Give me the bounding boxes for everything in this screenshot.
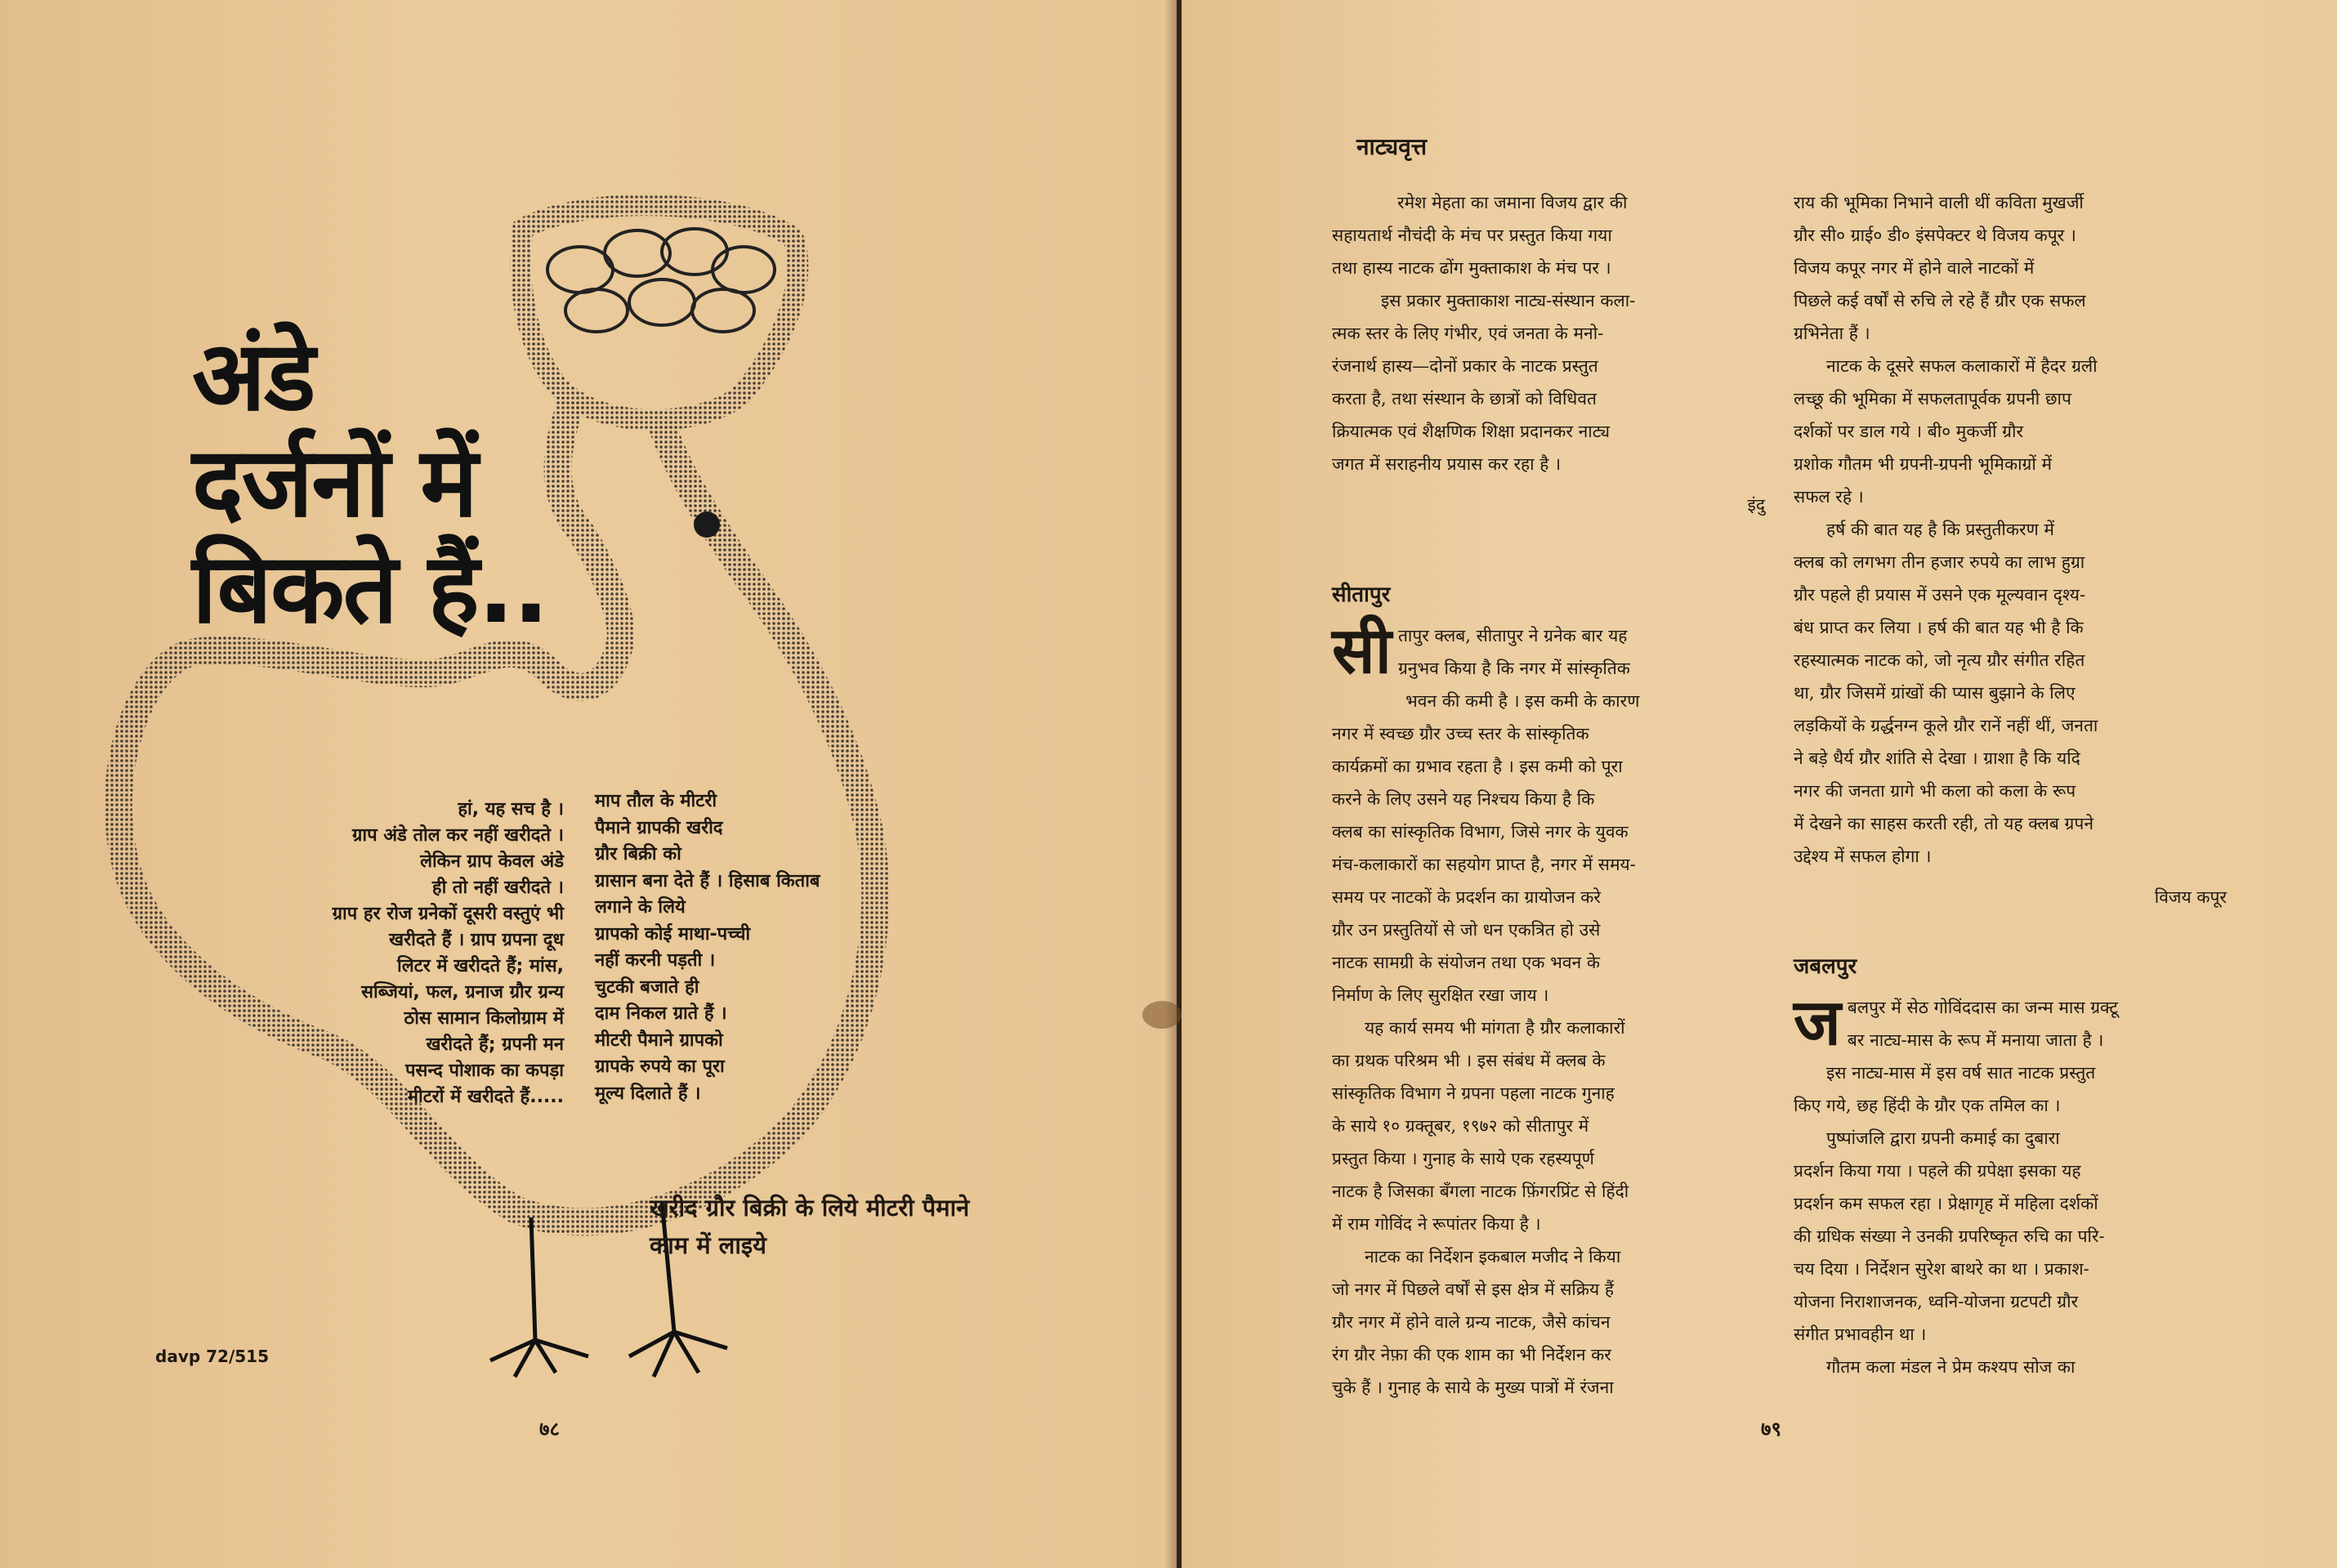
text-line: पुष्पांजलि द्वारा ग्रपनी कमाई का दुबारा <box>1826 1128 2060 1148</box>
text-line: इस नाट्य-मास में इस वर्ष सात नाटक प्रस्तुत <box>1826 1063 2096 1083</box>
text-line: हर्ष की बात यह है कि प्रस्तुतीकरण में <box>1826 520 2054 539</box>
ad-body-line: दाम निकल ग्राते हैं । <box>595 1003 727 1024</box>
ad-body-line: मूल्य दिलाते हैं । <box>595 1083 701 1104</box>
text-line: बलपुर में सेठ गोविंददास का जन्म मास ग्रक्टू <box>1847 998 2119 1017</box>
section-header: नाट्यवृत्त <box>1356 133 1428 160</box>
heading-sitapur: सीतापुर <box>1332 583 1391 607</box>
ad-body-line: लिटर में खरीदते हैं; मांस, <box>397 956 564 976</box>
text-line: क्रियात्मक एवं शैक्षणिक शिक्षा प्रदानकर नाट्य <box>1332 422 1611 441</box>
text-line: ग्रौर पहले ही प्रयास में उसने एक मूल्यवान दृश्य- <box>1794 585 2086 605</box>
ad-body-line: ग्राप अंडे तोल कर नहीं खरीदते । <box>351 825 564 846</box>
ad-body-line: पसन्द पोशाक का कपड़ा <box>404 1061 564 1081</box>
text-line: बर नाट्य-मास के रूप में मनाया जाता है । <box>1847 1030 2104 1050</box>
ad-body-line: ठोस सामान किलोग्राम में <box>404 1008 564 1029</box>
text-column-1 <box>1332 186 1765 1404</box>
page-number: ७८ <box>539 1418 560 1441</box>
ad-code: davp 72/515 <box>155 1347 270 1366</box>
text-line: के साये १० ग्रक्तूबर, १९७२ को सीतापुर में <box>1332 1116 1589 1136</box>
ad-body-line: खरीदते हैं । ग्राप ग्रपना दूध <box>389 930 564 950</box>
text-line: बंध प्राप्त कर लिया । हर्ष की बात यह भी है कि <box>1794 618 2084 637</box>
text-line: था, ग्रौर जिसमें ग्रांखों की प्यास बुझाने के लिए <box>1794 683 2076 703</box>
text-line: नाटक के दूसरे सफल कलाकारों में हैदर ग्रली <box>1826 356 2098 376</box>
headline-line-3: बिकते हैं.. <box>192 532 548 645</box>
text-line: ग्रशोक गौतम भी ग्रपनी-ग्रपनी भूमिकाग्रों में <box>1794 454 2053 474</box>
text-line: किए गये, छह हिंदी के ग्रौर एक तमिल का । <box>1794 1096 2061 1115</box>
ad-body-line: लेकिन ग्राप केवल अंडे <box>420 851 564 872</box>
page-number: ७९ <box>1761 1418 1781 1441</box>
ad-body-line: हां, यह सच है । <box>458 799 564 820</box>
text-line: रंग ग्रौर नेफ़ा की एक शाम का भी निर्देशन कर <box>1332 1345 1611 1365</box>
text-line: ग्रौर उन प्रस्तुतियों से जो धन एकत्रित हो उसे <box>1332 920 1601 940</box>
text-line: ग्रनुभव किया है कि नगर में सांस्कृतिक <box>1397 659 1630 678</box>
ad-body-line: ग्रापके रुपये का पूरा <box>595 1057 725 1077</box>
ad-body-line: चुटकी बजाते ही <box>595 976 699 998</box>
text-line: यह कार्य समय भी मांगता है ग्रौर कलाकारों <box>1365 1018 1625 1038</box>
text-line: समय पर नाटकों के प्रदर्शन का ग्रायोजन करे <box>1332 887 1602 907</box>
text-line: सफल रहे । <box>1794 487 1864 507</box>
text-line: रंजनार्थ हास्य—दोनों प्रकार के नाटक प्रस्तुत <box>1332 356 1598 376</box>
dropcap: सी <box>1332 614 1392 688</box>
ad-slogan <box>650 1189 1009 1264</box>
binding-hole <box>1142 1001 1182 1029</box>
ad-body-left <box>237 797 564 1110</box>
text-line: निर्माण के लिए सुरक्षित रखा जाय । <box>1332 985 1549 1005</box>
text-line: ने बड़े धैर्य ग्रौर शांति से देखा । ग्राशा है कि यदि <box>1794 748 2080 768</box>
text-line: भवन की कमी है । इस कमी के कारण <box>1405 691 1640 711</box>
text-line: करता है, तथा संस्थान के छात्रों को विधिवत <box>1332 389 1597 409</box>
text-line: इस प्रकार मुक्ताकाश नाट्य-संस्थान कला- <box>1381 291 1636 310</box>
ad-body-line: खरीदते हैं; ग्रपनी मन <box>426 1034 564 1055</box>
text-line: सांस्कृतिक विभाग ने ग्रपना पहला नाटक गुनाह <box>1332 1083 1615 1103</box>
ad-body-right <box>595 788 889 1107</box>
text-line: क्लब का सांस्कृतिक विभाग, जिसे नगर के युवक <box>1332 822 1629 842</box>
text-line: तथा हास्य नाटक ढोंग मुक्ताकाश के मंच पर । <box>1332 258 1611 278</box>
ad-body-line: ग्रौर बिक्री को <box>595 844 681 864</box>
text-line: तापुर क्लब, सीतापुर ने ग्रनेक बार यह <box>1397 626 1628 646</box>
text-line: रहस्यात्मक नाटक को, जो नृत्य ग्रौर संगीत रहित <box>1794 650 2085 670</box>
text-line: में राम गोविंद ने रूपांतर किया है । <box>1332 1214 1541 1234</box>
ad-body-line: ग्रापको कोई माथा-पच्ची <box>595 923 751 945</box>
ad-body-line: ग्राप हर रोज ग्रनेकों दूसरी वस्तुएं भी <box>332 904 564 924</box>
text-line: क्लब को लगभग तीन हजार रुपये का लाभ हुग्रा <box>1794 552 2085 572</box>
text-line: नगर में स्वच्छ ग्रौर उच्च स्तर के सांस्कृतिक <box>1332 724 1589 744</box>
text-line: त्मक स्तर के लिए गंभीर, एवं जनता के मनो- <box>1332 324 1604 343</box>
ad-body-line: ही तो नहीं खरीदते । <box>431 878 564 898</box>
text-line: चुके हैं । गुनाह के साये के मुख्य पात्रों में रंजना <box>1332 1378 1614 1397</box>
text-line: गौतम कला मंडल ने प्रेम कश्यप सोज का <box>1826 1357 2076 1377</box>
text-line: संगीत प्रभावहीन था । <box>1794 1325 1927 1344</box>
text-line: प्रदर्शन कम सफल रहा । प्रेक्षागृह में महिला दर्शकों <box>1794 1194 2098 1213</box>
text-line: प्रस्तुत किया । गुनाह के साये एक रहस्यपूर्ण <box>1332 1149 1594 1168</box>
text-column-2 <box>1794 186 2227 1383</box>
text-line: नाटक है जिसका बँगला नाटक फ़िंगरप्रिंट से हिंदी <box>1332 1182 1629 1201</box>
text-line: चय दिया । निर्देशन सुरेश बाथरे का था । प्रकाश- <box>1794 1259 2089 1279</box>
text-line: नाटक का निर्देशन इकबाल मजीद ने किया <box>1365 1247 1621 1266</box>
ad-body-line: ग्रासान बना देते हैं । हिसाब किताब <box>595 870 820 891</box>
author-signature: इंदु <box>1747 495 1765 515</box>
text-line: प्रदर्शन किया गया । पहले की ग्रपेक्षा इसका यह <box>1794 1161 2081 1181</box>
text-line: जगत में सराहनीय प्रयास कर रहा है । <box>1332 454 1562 474</box>
heading-jabalpur: जबलपुर <box>1794 954 1857 979</box>
text-line: जो नगर में पिछले वर्षों से इस क्षेत्र में सक्रिय हैं <box>1332 1280 1614 1299</box>
ad-body-line: माप तौल के मीटरी <box>595 791 717 811</box>
jabalpur-article <box>1794 986 2227 1383</box>
text-line: करने के लिए उसने यह निश्चय किया है कि <box>1332 789 1595 809</box>
text-line: मंच-कलाकारों का सहयोग प्राप्त है, नगर में समय- <box>1332 855 1636 874</box>
text-line: ग्रौर नगर में होने वाले ग्रन्य नाटक, जैसे कांचन <box>1332 1312 1611 1332</box>
sitapur-article <box>1332 614 1765 1404</box>
ad-body-line: लगाने के लिये <box>595 897 686 918</box>
text-line: राय की भूमिका निभाने वाली थीं कविता मुखर्जी <box>1794 193 2084 212</box>
text-line: योजना निराशाजनक, ध्वनि-योजना ग्रटपटी ग्रौर <box>1794 1292 2079 1311</box>
dropcap: ज <box>1794 986 1841 1060</box>
text-line: की ग्रधिक संख्या ने उनकी ग्रपरिष्कृत रुचि का परि- <box>1794 1226 2105 1246</box>
text-line: नगर की जनता ग्रागे भी कला को कला के रूप <box>1794 781 2076 801</box>
text-line: उद्देश्य में सफल होगा । <box>1794 847 1932 866</box>
ad-body-line: पैमाने ग्रापकी खरीद <box>595 817 723 838</box>
text-line: ग्रभिनेता हैं । <box>1794 324 1870 343</box>
text-line: दर्शकों पर डाल गये । बी० मुकर्जी ग्रौर <box>1794 422 2024 441</box>
text-line: नाटक सामग्री के संयोजन तथा एक भवन के <box>1332 953 1600 972</box>
ad-body-line: मीटरी पैमाने ग्रापको <box>595 1030 723 1051</box>
headline-line-2: दर्जनों में <box>192 426 476 538</box>
ad-body-line: सब्जियां, फल, ग्रनाज ग्रौर ग्रन्य <box>361 982 564 1003</box>
ad-body-line: मीटरों में खरीदते हैं..... <box>407 1087 564 1107</box>
text-line: का ग्रथक परिश्रम भी । इस संबंध में क्लब के <box>1332 1051 1606 1070</box>
ad-body-line: नहीं करनी पड़ती । <box>595 950 716 971</box>
sitapur-article-continued <box>1794 186 2227 873</box>
text-line: रमेश मेहता का जमाना विजय द्वार की <box>1397 193 1628 212</box>
text-line: लच्छू की भूमिका में सफलतापूर्वक ग्रपनी छाप <box>1794 389 2071 409</box>
text-line: सहायतार्थ नौचंदी के मंच पर प्रस्तुत किया गया <box>1332 226 1612 245</box>
author-signature: विजय कपूर <box>2154 887 2227 907</box>
ad-slogan-line-1: खरीद ग्रौर बिक्री के लिये मीटरी पैमाने <box>650 1194 970 1222</box>
ad-headline <box>192 319 617 645</box>
text-line: कार्यक्रमों का ग्रभाव रहता है । इस कमी को पूरा <box>1332 757 1623 776</box>
text-line: पिछले कई वर्षों से रुचि ले रहे हैं ग्रौर एक सफल <box>1794 291 2086 310</box>
intro-paragraph <box>1332 186 1765 480</box>
headline-line-1: अंडे <box>192 319 315 432</box>
text-line: लड़कियों के ग्रर्द्धनग्न कूले ग्रौर रानें नहीं थीं, जनता <box>1794 716 2098 735</box>
hen-eye-icon <box>694 511 720 538</box>
ad-slogan-line-2: काम में लाइये <box>650 1231 766 1259</box>
text-line: विजय कपूर नगर में होने वाले नाटकों में <box>1794 258 2035 278</box>
eggs-icon <box>547 229 775 332</box>
text-line: ग्रौर सी० ग्राई० डी० इंसपेक्टर थे विजय कपूर । <box>1794 226 2076 245</box>
text-line: में देखने का साहस करती रही, तो यह क्लब ग्रपने <box>1794 814 2093 833</box>
